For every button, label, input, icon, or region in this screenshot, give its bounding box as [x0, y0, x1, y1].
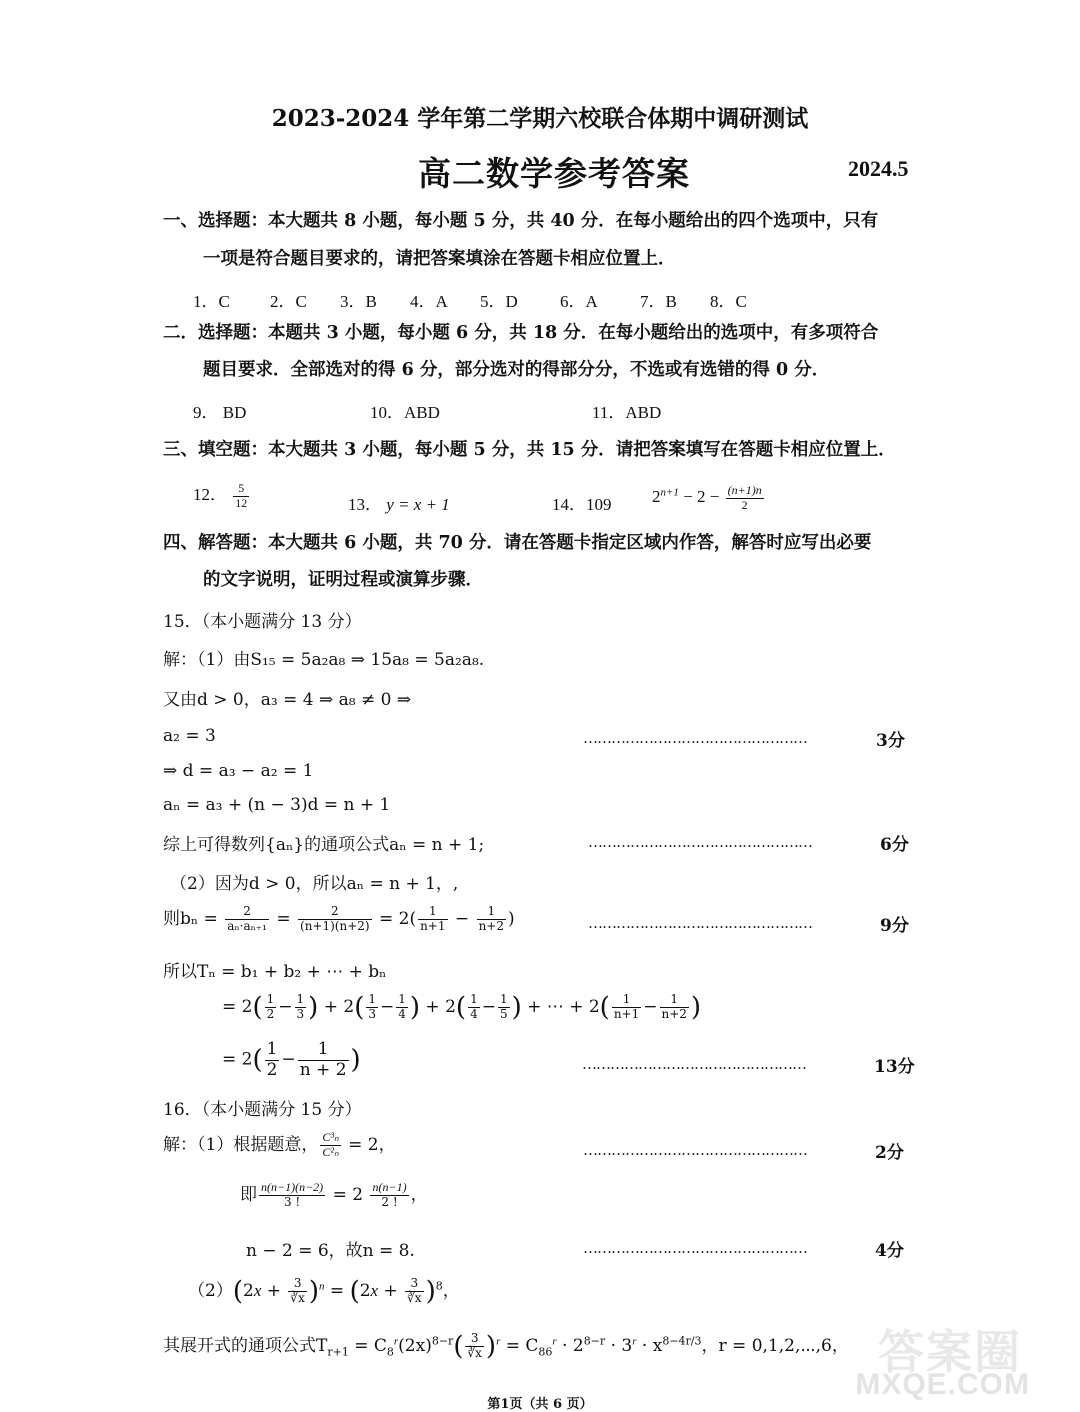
- q16-line1: 解：（1）根据题意， $\frac{\text{C³ₙ}}{\text{C²ₙ}}$ = 2，: [163, 1130, 396, 1159]
- q16-line3: n − 2 = 6，故n = 8.: [246, 1241, 415, 1261]
- score-leader: …………………………………………: [588, 914, 812, 932]
- q15-line9: 所以Tₙ = b₁ + b₂ + ⋯ + bₙ: [163, 962, 387, 982]
- answer-12: 12． $\frac{5}{12}$: [193, 480, 248, 510]
- q15-line4: ⇒ d = a₃ − a₂ = 1: [163, 761, 314, 781]
- score-3: 3分: [876, 731, 905, 751]
- answer-11: 11．ABD: [592, 403, 662, 422]
- section4-heading-cont: 的文字说明，证明过程或演算步骤．: [203, 570, 483, 590]
- watermark-logo: 答案圈: [878, 1325, 1022, 1379]
- answer-7: 7．B: [640, 292, 677, 311]
- section1-heading-cont: 一项是符合题目要求的，请把答案填涂在答题卡相应位置上．: [203, 249, 676, 269]
- q15-line10: = 2( $\frac{1}{2}$ − $\frac{1}{3}$ ) + 2( $\frac{1}{3}$ − $\frac{1}{4}$ ) + 2( $\frac{1}{4}$ − $\frac{1}{5}$ ) + ⋯ + 2( $\frac{1}{n+1}$ − $\frac{1}{n+2}$ ): [222, 992, 702, 1023]
- q15-line2: 又由d > 0，a₃ = 4 ⇒ a₈ ≠ 0 ⇒: [163, 690, 412, 710]
- page-title: 2023-2024 学年第二学期六校联合体期中调研测试: [271, 105, 809, 132]
- answer-9: 9． BD: [193, 403, 247, 422]
- q16-line5: 其展开式的通项公式$T_{r+1} = C_8^r(2x)^{8-r}$( $\frac{3}{∛x}$ )$^r = C_{86}^r \cdot 2^{8-r} \cdot 3^r \cdot x^{8-4r/3}$，r = 0,1,2,⋯,6，: [163, 1331, 849, 1362]
- answer-3: 3．B: [340, 292, 377, 311]
- page-footer: 第1页（共 6 页）: [487, 1397, 593, 1412]
- answer-6: 6．A: [560, 292, 598, 311]
- answer-1: 1．C: [193, 292, 230, 311]
- page-date: 2024.5: [848, 156, 909, 181]
- section4-heading: 四、解答题：本大题共 6 小题，共 70 分．请在答题卡指定区域内作答，解答时应写出必要: [163, 533, 872, 553]
- page-subtitle: 高二数学参考答案: [418, 154, 690, 193]
- score-leader: …………………………………………: [583, 729, 807, 747]
- q16-header: 16．（本小题满分 15 分）: [163, 1100, 362, 1120]
- q15-line11: = 2( $\frac{1}{2}$ − $\frac{1}{n + 2}$ ): [222, 1039, 361, 1080]
- watermark-url: MXQE.COM: [855, 1368, 1030, 1401]
- answer-12-fraction: $\frac{5}{12}$: [235, 480, 248, 510]
- score-9: 9分: [880, 916, 909, 936]
- q15-line6: 综上可得数列{aₙ}的通项公式aₙ = n + 1;: [163, 835, 485, 855]
- q15-line1: 解：（1）由S₁₅ = 5a₂a₈ ⇒ 15a₈ = 5a₂a₈.: [163, 650, 485, 670]
- score-4: 4分: [875, 1241, 904, 1261]
- q15-header: 15．（本小题满分 13 分）: [163, 612, 362, 632]
- section2-heading-cont: 题目要求．全部选对的得 6 分，部分选对的得部分分，不选或有选错的得 0 分．: [203, 360, 830, 380]
- answer-8: 8．C: [710, 292, 747, 311]
- section2-heading: 二．选择题：本题共 3 小题，每小题 6 分，共 18 分．在每小题给出的选项中，有多项符合: [163, 323, 879, 343]
- score-leader: …………………………………………: [582, 1055, 806, 1073]
- answer-4: 4．A: [410, 292, 448, 311]
- score-13: 13分: [874, 1057, 915, 1077]
- q16-line2: 即 $\frac{n(n-1)(n-2)}{3 !}$ = 2 $\frac{n(n-1)}{2 !}$ ，: [240, 1180, 428, 1209]
- score-6: 6分: [880, 835, 909, 855]
- q15-line3: a₂ = 3: [163, 726, 216, 746]
- q15-line8: 则bₙ = $\frac{2}{\text{aₙ·aₙ₊₁}}$ = $\frac{2}{(n+1)(n+2)}$ = 2( $\frac{1}{n+1}$ − $\frac{1}{n+2}$ ): [163, 904, 515, 933]
- q15-line7: （2）因为d > 0，所以aₙ = n + 1，,: [170, 874, 459, 894]
- section1-heading: 一、选择题：本大题共 8 小题，每小题 5 分，共 40 分．在每小题给出的四个选项中，只有: [163, 211, 879, 231]
- section3-heading: 三、填空题：本大题共 3 小题，每小题 5 分，共 15 分．请把答案填写在答题卡相应位置上．: [163, 440, 896, 460]
- answer-14-expr: $2^{n+1} - 2$ − $\frac{(n+1)n}{2}$: [652, 483, 762, 512]
- q15-line5: aₙ = a₃ + (n − 3)d = n + 1: [163, 795, 391, 815]
- score-leader: …………………………………………: [588, 833, 812, 851]
- q16-line4: （2）(2x + $\frac{3}{∛x}$ )$^n$ = (2x + $\frac{3}{∛x}$ )$^8$，: [188, 1276, 460, 1307]
- answer-2: 2．C: [270, 292, 307, 311]
- score-2: 2分: [875, 1143, 904, 1163]
- answer-10: 10．ABD: [370, 403, 440, 422]
- score-leader: …………………………………………: [583, 1239, 807, 1257]
- answer-14: 14．109: [552, 495, 612, 514]
- score-leader: …………………………………………: [583, 1141, 807, 1159]
- answer-13: 13． y = x + 1: [348, 495, 450, 514]
- answer-5: 5．D: [480, 292, 518, 311]
- answer-14-fraction: $\frac{(n+1)n}{2}$: [727, 483, 762, 512]
